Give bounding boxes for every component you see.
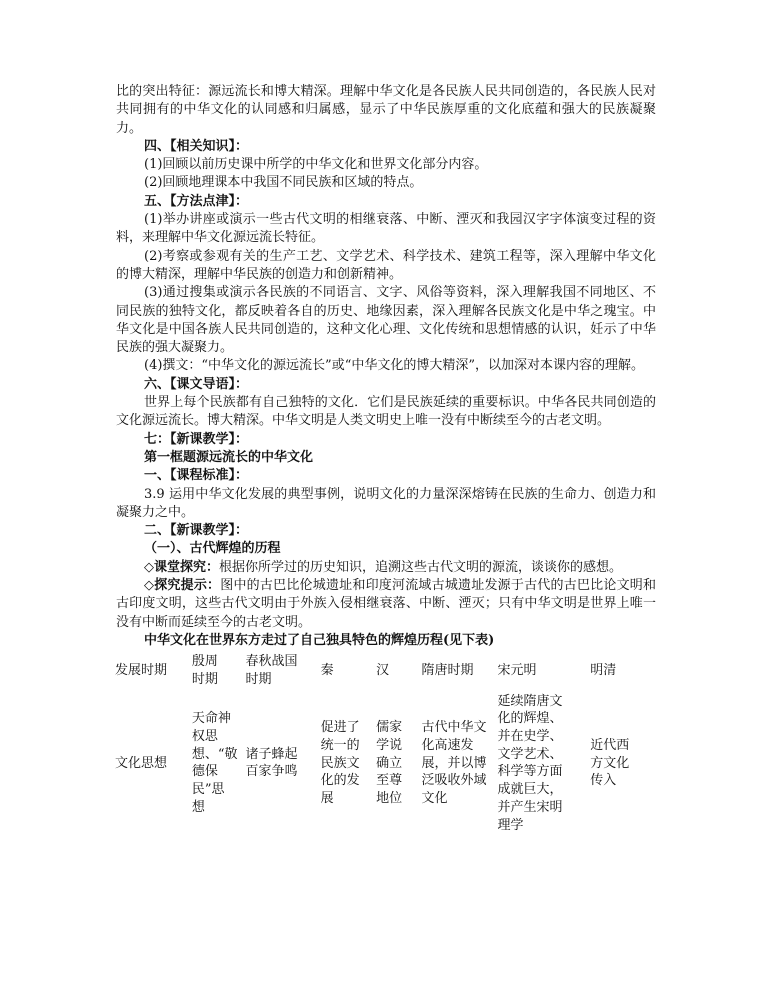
heading-curriculum-standard: 一、【课程标准】：	[144, 468, 249, 484]
table-cell: 古代中华文化高速发展，并以博泛吸收外域文化	[421, 720, 487, 806]
table-cell: 延续隋唐文化的辉煌、并在史学、文学艺术、科学等方面成就巨大，并产生宋明理学	[497, 693, 563, 833]
history-table	[112, 651, 658, 836]
table-cell: 儒家学说确立至尊地位	[376, 720, 403, 806]
header-cell: 发展时期	[115, 663, 168, 679]
table-row	[112, 691, 658, 837]
heading-new-lesson-2: 二、【新课教学】：	[144, 523, 249, 539]
hint-label: ◇探究提示：	[144, 578, 221, 594]
paragraph-knowledge-1: (1)回顾以前历史课中所学的中华文化和世界文化部分内容。	[144, 157, 488, 173]
row-label-cell: 文化思想	[115, 755, 168, 771]
header-cell: 明清	[590, 663, 617, 679]
table-cell: 促进了统一的民族文化的发展	[320, 720, 360, 806]
header-cell: 汉	[376, 663, 390, 679]
heading-first-topic: 第一框题源远流长的中华文化	[144, 449, 314, 465]
heading-ancient-history: （一）、古代辉煌的历程	[144, 541, 281, 557]
paragraph-method-3: (3)通过搜集或演示各民族的不同语言、文字、风俗等资料，深入理解我国不同地区、不同民族的独特文化，都反映着各自的历史、地缘因素，深入理解各民族文化是中华之瑰宝。中华文化是中国各族人民共同创造的，这种文化心理、文化传统和思想情感的认识，妊示了中华民族的强大凝聚力。	[116, 285, 656, 356]
inquiry-text: 根据你所学过的历史知识，追溯这些古代文明的源流，谈谈你的感想。	[219, 559, 623, 575]
heading-related-knowledge: 四、【相关知识】：	[144, 138, 249, 154]
paragraph-continuation: 比的突出特征：源远流长和博大精深。理解中华文化是各民族人民共同创造的，各民族人民对共同拥有的中华文化的认同感和归属感，显示了中华民族厚重的文化底蕴和强大的民族凝聚力。	[116, 84, 656, 136]
table-title: 中华文化在世界东方走过了自己独具特色的辉煌历程(见下表)	[144, 632, 495, 648]
header-cell: 隋唐时期	[421, 663, 474, 679]
table-cell: 诸子蜂起百家争鸣	[245, 746, 298, 780]
header-cell: 宋元明	[497, 663, 537, 679]
paragraph-method-4: (4)撰文：“中华文化的源远流长”或“中华文化的博大精深”，以加深对本课内容的理解。	[144, 358, 644, 374]
table-cell: 近代西方文化传入	[590, 737, 630, 789]
table-cell: 天命神权思想、“敬德保民”思想	[191, 711, 238, 815]
header-cell: 春秋战国时期	[245, 654, 298, 687]
inquiry-label: ◇课堂探究：	[144, 559, 219, 575]
paragraph-method-1: (1)举办讲座或演示一些古代文明的相继衰落、中断、湮灭和我园汉字字体演变过程的资料，来理解中华文化源远流长特征。	[116, 212, 656, 246]
paragraph-curriculum-standard: 3.9 运用中华文化发展的典型事例，说明文化的力量深深熔铸在民族的生命力、创造力和凝聚力之中。	[116, 486, 656, 520]
inquiry-hint	[116, 577, 656, 632]
heading-new-lesson: 七：【新课教学】：	[144, 431, 249, 447]
heading-lesson-intro: 六、【课文导语】：	[144, 376, 249, 392]
paragraph-lesson-intro: 世界上每个民族都有自己独特的文化．它们是民族延续的重要标识。中华各民共同创造的文化源远流长。博大精深。中华文明是人类文明史上唯一没有中断续至今的古老文明。	[116, 395, 656, 429]
document-page	[116, 83, 656, 836]
paragraph-method-2: (2)考察或参观有关的生产工艺、文学艺术、科学技术、建筑工程等，深入理解中华文化的博大精深，理解中华民族的创造力和创新精神。	[116, 248, 656, 282]
table-header-row	[112, 651, 658, 690]
hint-text: 图中的古巴比伦城遗址和印度河流域古城遗址发源于古代的古巴比论文明和古印度文明，这些古代文明由于外族入侵相继衰落、中断、湮灭；只有中华文明是世界上唯一没有中断而延续至今的古老文明。	[116, 578, 656, 630]
header-cell: 殷周时期	[191, 654, 218, 687]
paragraph-knowledge-2: (2)回顾地理课本中我国不同民族和区域的特点。	[144, 175, 423, 191]
heading-method-tips: 五、【方法点津】：	[144, 193, 249, 209]
classroom-inquiry	[116, 559, 656, 577]
body-text	[116, 83, 656, 559]
header-cell: 秦	[320, 663, 334, 679]
